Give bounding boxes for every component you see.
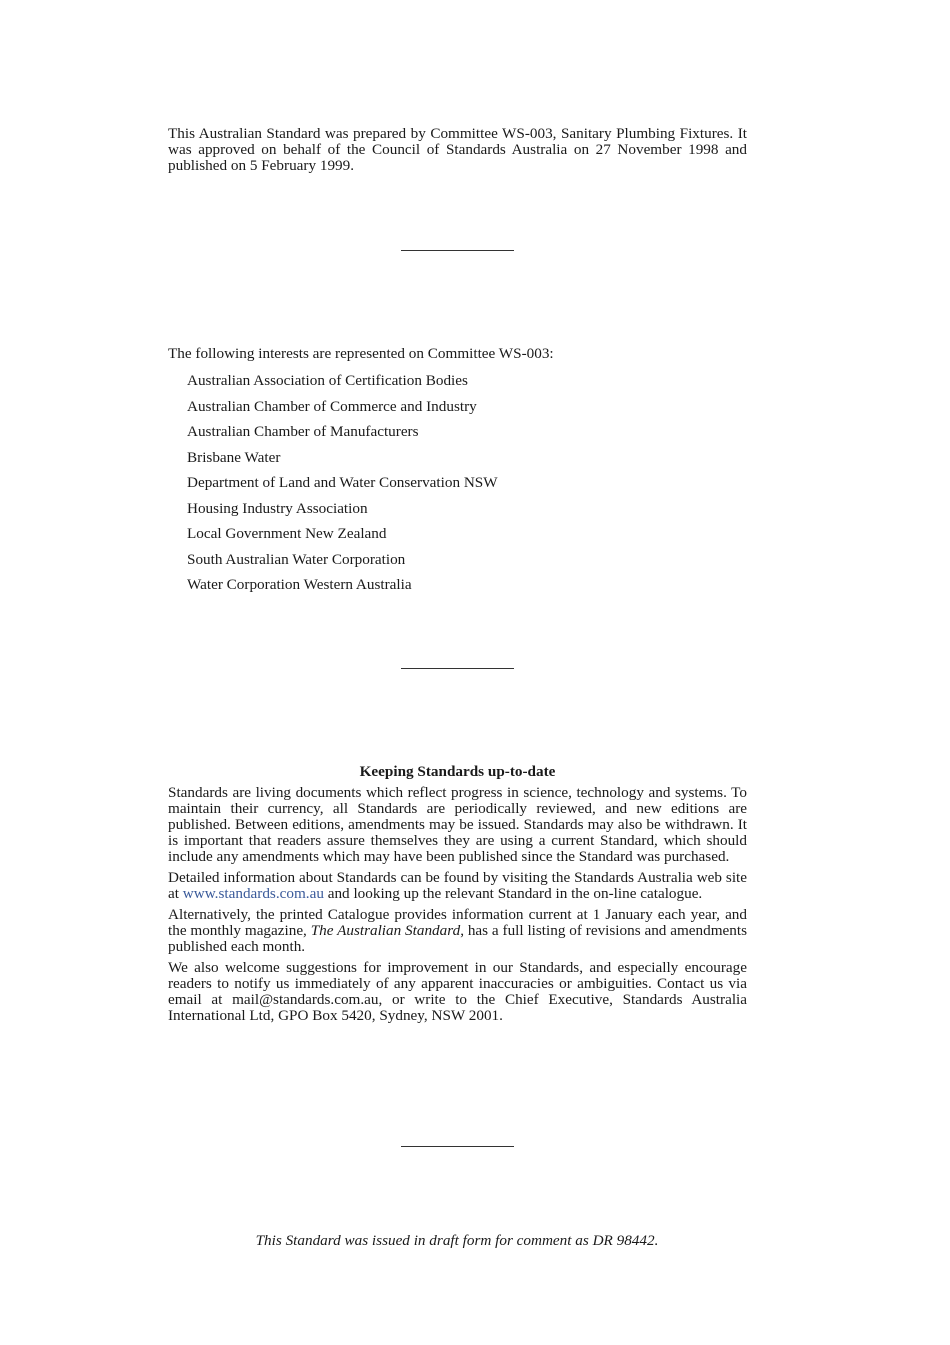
paragraph-catalogue: [168, 907, 747, 955]
committee-interests: [168, 345, 747, 598]
keeping-standards-section: [168, 763, 747, 1029]
list-item: Water Corporation Western Australia: [187, 576, 412, 593]
list-item: Australian Chamber of Commerce and Industry: [187, 397, 477, 415]
preparation-statement: This Australian Standard was prepared by Committee WS-003, Sanitary Plumbing Fixtures. It was approved on behalf of the Council of Standards Australia on 27 November 1998 and published on 5 February 1999.: [168, 125, 747, 174]
paragraph-living-documents: Standards are living documents which reflect progress in science, technology and systems. To maintain their currency, all Standards are periodically reviewed, and new editions are published. Between editions, amendments may be issued. Standards may also be withdrawn. It is important that readers assure themselves they are using a current Standard, which should include any amendments which may have been published since the Standard was purchased.: [168, 784, 747, 865]
section-divider: [401, 1146, 514, 1147]
section-divider: [401, 250, 514, 251]
section-heading: Keeping Standards up-to-date: [359, 763, 556, 780]
paragraph-text: Alternatively, the printed Catalogue provides information current at 1 January each year, and the monthly magazine,: [168, 906, 747, 939]
paragraph-text: , has a full listing of revisions and amendments published each month.: [168, 922, 747, 955]
draft-note: This Standard was issued in draft form for comment as DR 98442.: [255, 1232, 659, 1249]
list-item: Australian Chamber of Manufacturers: [187, 423, 419, 440]
list-item: Department of Land and Water Conservation NSW: [187, 474, 498, 491]
list-item: Australian Association of Certification Bodies: [187, 372, 468, 389]
magazine-title: The Australian Standard: [310, 922, 461, 939]
list-item: Local Government New Zealand: [187, 525, 387, 542]
interests-intro: The following interests are represented on Committee WS-003:: [168, 345, 554, 362]
paragraph-suggestions: We also welcome suggestions for improvement in our Standards, and especially encourage readers to notify us immediately of any apparent inaccuracies or ambiguities. Contact us via email at mail@standards.com.au, or write to the Chief Executive, Standards Australia International Ltd, GPO Box 5420, Sydney, NSW 2001.: [168, 959, 747, 1024]
paragraph-text: and looking up the relevant Standard in the on-line catalogue.: [323, 885, 703, 902]
interests-list: [168, 368, 747, 598]
paragraph-web-info: [168, 870, 747, 902]
list-item: South Australian Water Corporation: [187, 550, 406, 568]
list-item: Brisbane Water: [187, 448, 281, 466]
list-item: Housing Industry Association: [187, 499, 368, 517]
section-divider: [401, 668, 514, 669]
website-link[interactable]: www.standards.com.au: [182, 885, 324, 902]
paragraph-text: Detailed information about Standards can be found by visiting the Standards Australia web site at: [168, 869, 747, 902]
